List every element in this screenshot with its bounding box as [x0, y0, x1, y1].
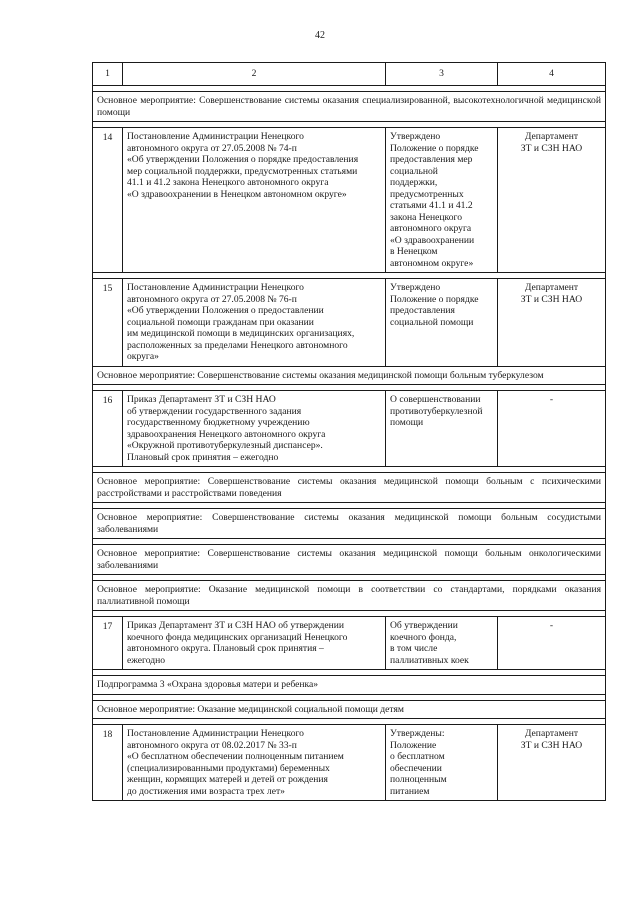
header-col-4: 4 — [498, 63, 606, 86]
result-cell: Утверждено Положение о порядке предоставления социальной помощи — [386, 279, 498, 367]
row-number: 17 — [93, 617, 123, 670]
section-title: Основное мероприятие: Совершенствование системы оказания медицинской помощи больным сосудистыми заболеваниями — [93, 509, 606, 539]
department-cell: - — [498, 617, 606, 670]
result-cell: Утверждено Положение о порядке предоставления мер социальной поддержки, предусмотренных статьями 41.1 и 41.2 закона Ненецкого автономного округа «О здравоохранении в Ненецком автономном округе» — [386, 128, 498, 273]
department-cell: Департамент ЗТ и СЗН НАО — [498, 279, 606, 367]
table-row — [93, 391, 606, 467]
document-cell: Постановление Администрации Ненецкого автономного округа от 27.05.2008 № 76-п «Об утверждении Положения о предоставлении социальной помощи гражданам при оказании им медицинской помощи в медицинских организациях, расположенных за пределами Ненецкого автономного округа» — [123, 279, 386, 367]
result-cell: Утверждены: Положение о бесплатном обеспечении полноценным питанием — [386, 725, 498, 801]
table-row — [93, 279, 606, 367]
row-number: 14 — [93, 128, 123, 273]
department-cell: - — [498, 391, 606, 467]
result-cell: О совершенствовании противотуберкулезной помощи — [386, 391, 498, 467]
row-number: 18 — [93, 725, 123, 801]
header-row — [93, 63, 606, 86]
row-number: 15 — [93, 279, 123, 367]
measures-table — [92, 62, 606, 801]
section-title: Основное мероприятие: Совершенствование системы оказания медицинской помощи больным туберкулезом — [93, 366, 606, 385]
section-row — [93, 581, 606, 611]
department-cell: Департамент ЗТ и СЗН НАО — [498, 128, 606, 273]
table-row — [93, 617, 606, 670]
section-row — [93, 92, 606, 122]
document-cell: Приказ Департамент ЗТ и СЗН НАО об утверждении коечного фонда медицинских организаций Ненецкого автономного округа. Плановый срок принятия – ежегодно — [123, 617, 386, 670]
header-col-2: 2 — [123, 63, 386, 86]
section-title: Подпрограмма 3 «Охрана здоровья матери и ребенка» — [93, 676, 606, 695]
section-title: Основное мероприятие: Совершенствование системы оказания медицинской помощи больным с психическими расстройствами и расстройствами поведения — [93, 473, 606, 503]
section-row — [93, 366, 606, 385]
document-cell: Постановление Администрации Ненецкого автономного округа от 27.05.2008 № 74-п «Об утверждении Положения о порядке предоставления мер социальной поддержки, предусмотренных статьями 41.1 и 41.2 закона Ненецкого автономного округа «О здравоохранении в Ненецком автономном округе» — [123, 128, 386, 273]
section-row — [93, 676, 606, 695]
header-col-1: 1 — [93, 63, 123, 86]
section-title: Основное мероприятие: Совершенствование системы оказания медицинской помощи больным онкологическими заболеваниями — [93, 545, 606, 575]
header-col-3: 3 — [386, 63, 498, 86]
section-row — [93, 545, 606, 575]
section-row — [93, 700, 606, 719]
table-row — [93, 725, 606, 801]
section-row — [93, 473, 606, 503]
page-number: 42 — [315, 30, 325, 41]
section-title: Основное мероприятие: Совершенствование системы оказания специализированной, высокотехнологичной медицинской помощи — [93, 92, 606, 122]
section-row — [93, 509, 606, 539]
document-cell: Постановление Администрации Ненецкого автономного округа от 08.02.2017 № 33-п «О бесплатном обеспечении полноценным питанием (специализированными продуктами) беременных женщин, кормящих матерей и детей от рождения до достижения ими возраста трех лет» — [123, 725, 386, 801]
row-number: 16 — [93, 391, 123, 467]
result-cell: Об утверждении коечного фонда, в том числе паллиативных коек — [386, 617, 498, 670]
document-cell: Приказ Департамент ЗТ и СЗН НАО об утверждении государственного задания государственному бюджетному учреждению здравоохранения Ненецкого автономного округа «Окружной противотуберкулезный диспансер». Плановый срок принятия – ежегодно — [123, 391, 386, 467]
table-row — [93, 128, 606, 273]
department-cell: Департамент ЗТ и СЗН НАО — [498, 725, 606, 801]
section-title: Основное мероприятие: Оказание медицинской помощи в соответствии со стандартами, порядками оказания паллиативной помощи — [93, 581, 606, 611]
section-title: Основное мероприятие: Оказание медицинской социальной помощи детям — [93, 700, 606, 719]
